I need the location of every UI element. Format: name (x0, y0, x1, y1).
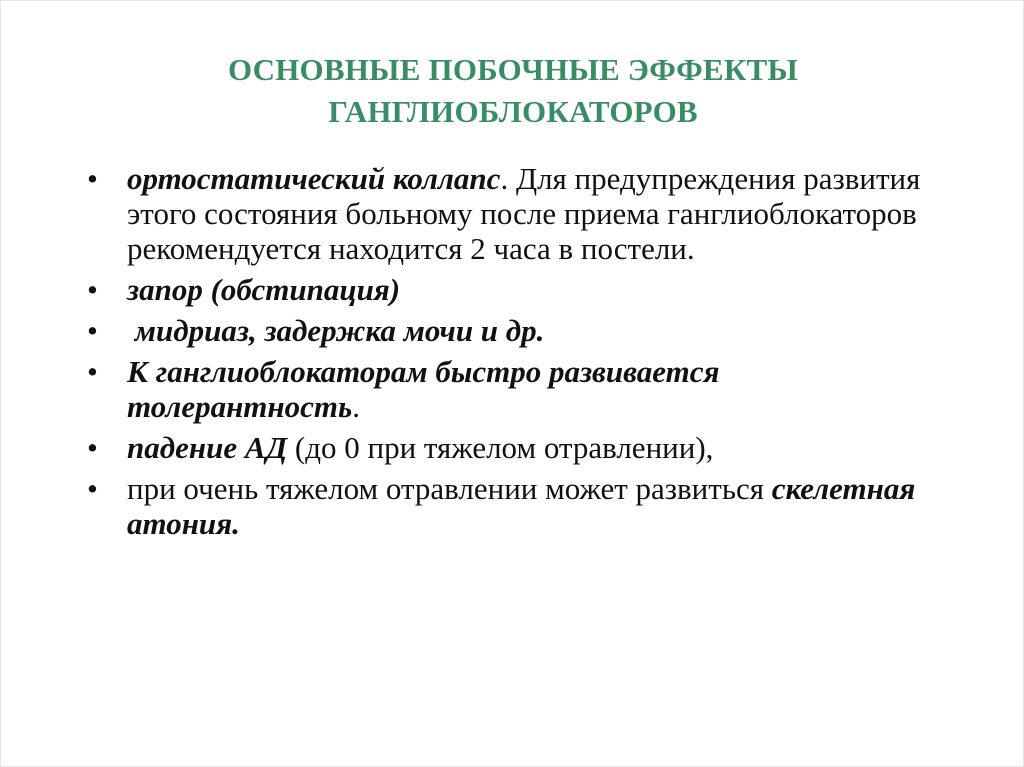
bullet-emphasis: падение АД (127, 430, 288, 465)
slide-title-line-1: ОСНОВНЫЕ ПОБОЧНЫЕ ЭФФЕКТЫ (227, 52, 799, 87)
bullet-list (87, 161, 947, 547)
bullet-text: . Для предупреждения развития этого состояния больному после приема ганглиоблокаторов рекомендуется находится 2 часа в постели. (127, 161, 921, 266)
bullet-dot-icon: • (87, 430, 98, 465)
bullet-emphasis: мидриаз, задержка мочи и др. (127, 313, 545, 348)
bullet-item-mydriasis (87, 313, 947, 348)
bullet-item-blood-pressure-drop (87, 430, 947, 465)
bullet-emphasis: запор (обстипация) (127, 272, 401, 307)
bullet-dot-icon: • (87, 354, 98, 389)
bullet-dot-icon: • (87, 471, 98, 506)
bullet-item-orthostatic-collapse (87, 161, 947, 266)
slide-title (1, 49, 1024, 133)
bullet-dot-icon: • (87, 161, 98, 196)
bullet-text: . (352, 389, 360, 424)
slide-title-line-2: ГАНГЛИОБЛОКАТОРОВ (328, 94, 698, 129)
bullet-item-skeletal-atony (87, 471, 947, 541)
bullet-emphasis: ортостатический коллапс (127, 161, 501, 196)
bullet-dot-icon: • (87, 272, 98, 307)
bullet-emphasis: скелетная атония. (127, 471, 916, 541)
bullet-emphasis: К ганглиоблокаторам быстро развивается толерантность (127, 354, 720, 424)
bullet-item-tolerance (87, 354, 947, 424)
bullet-dot-icon: • (87, 313, 98, 348)
bullet-text: (до 0 при тяжелом отравлении), (287, 430, 714, 465)
bullet-item-constipation (87, 272, 947, 307)
bullet-text: при очень тяжелом отравлении может развиться (127, 471, 772, 506)
